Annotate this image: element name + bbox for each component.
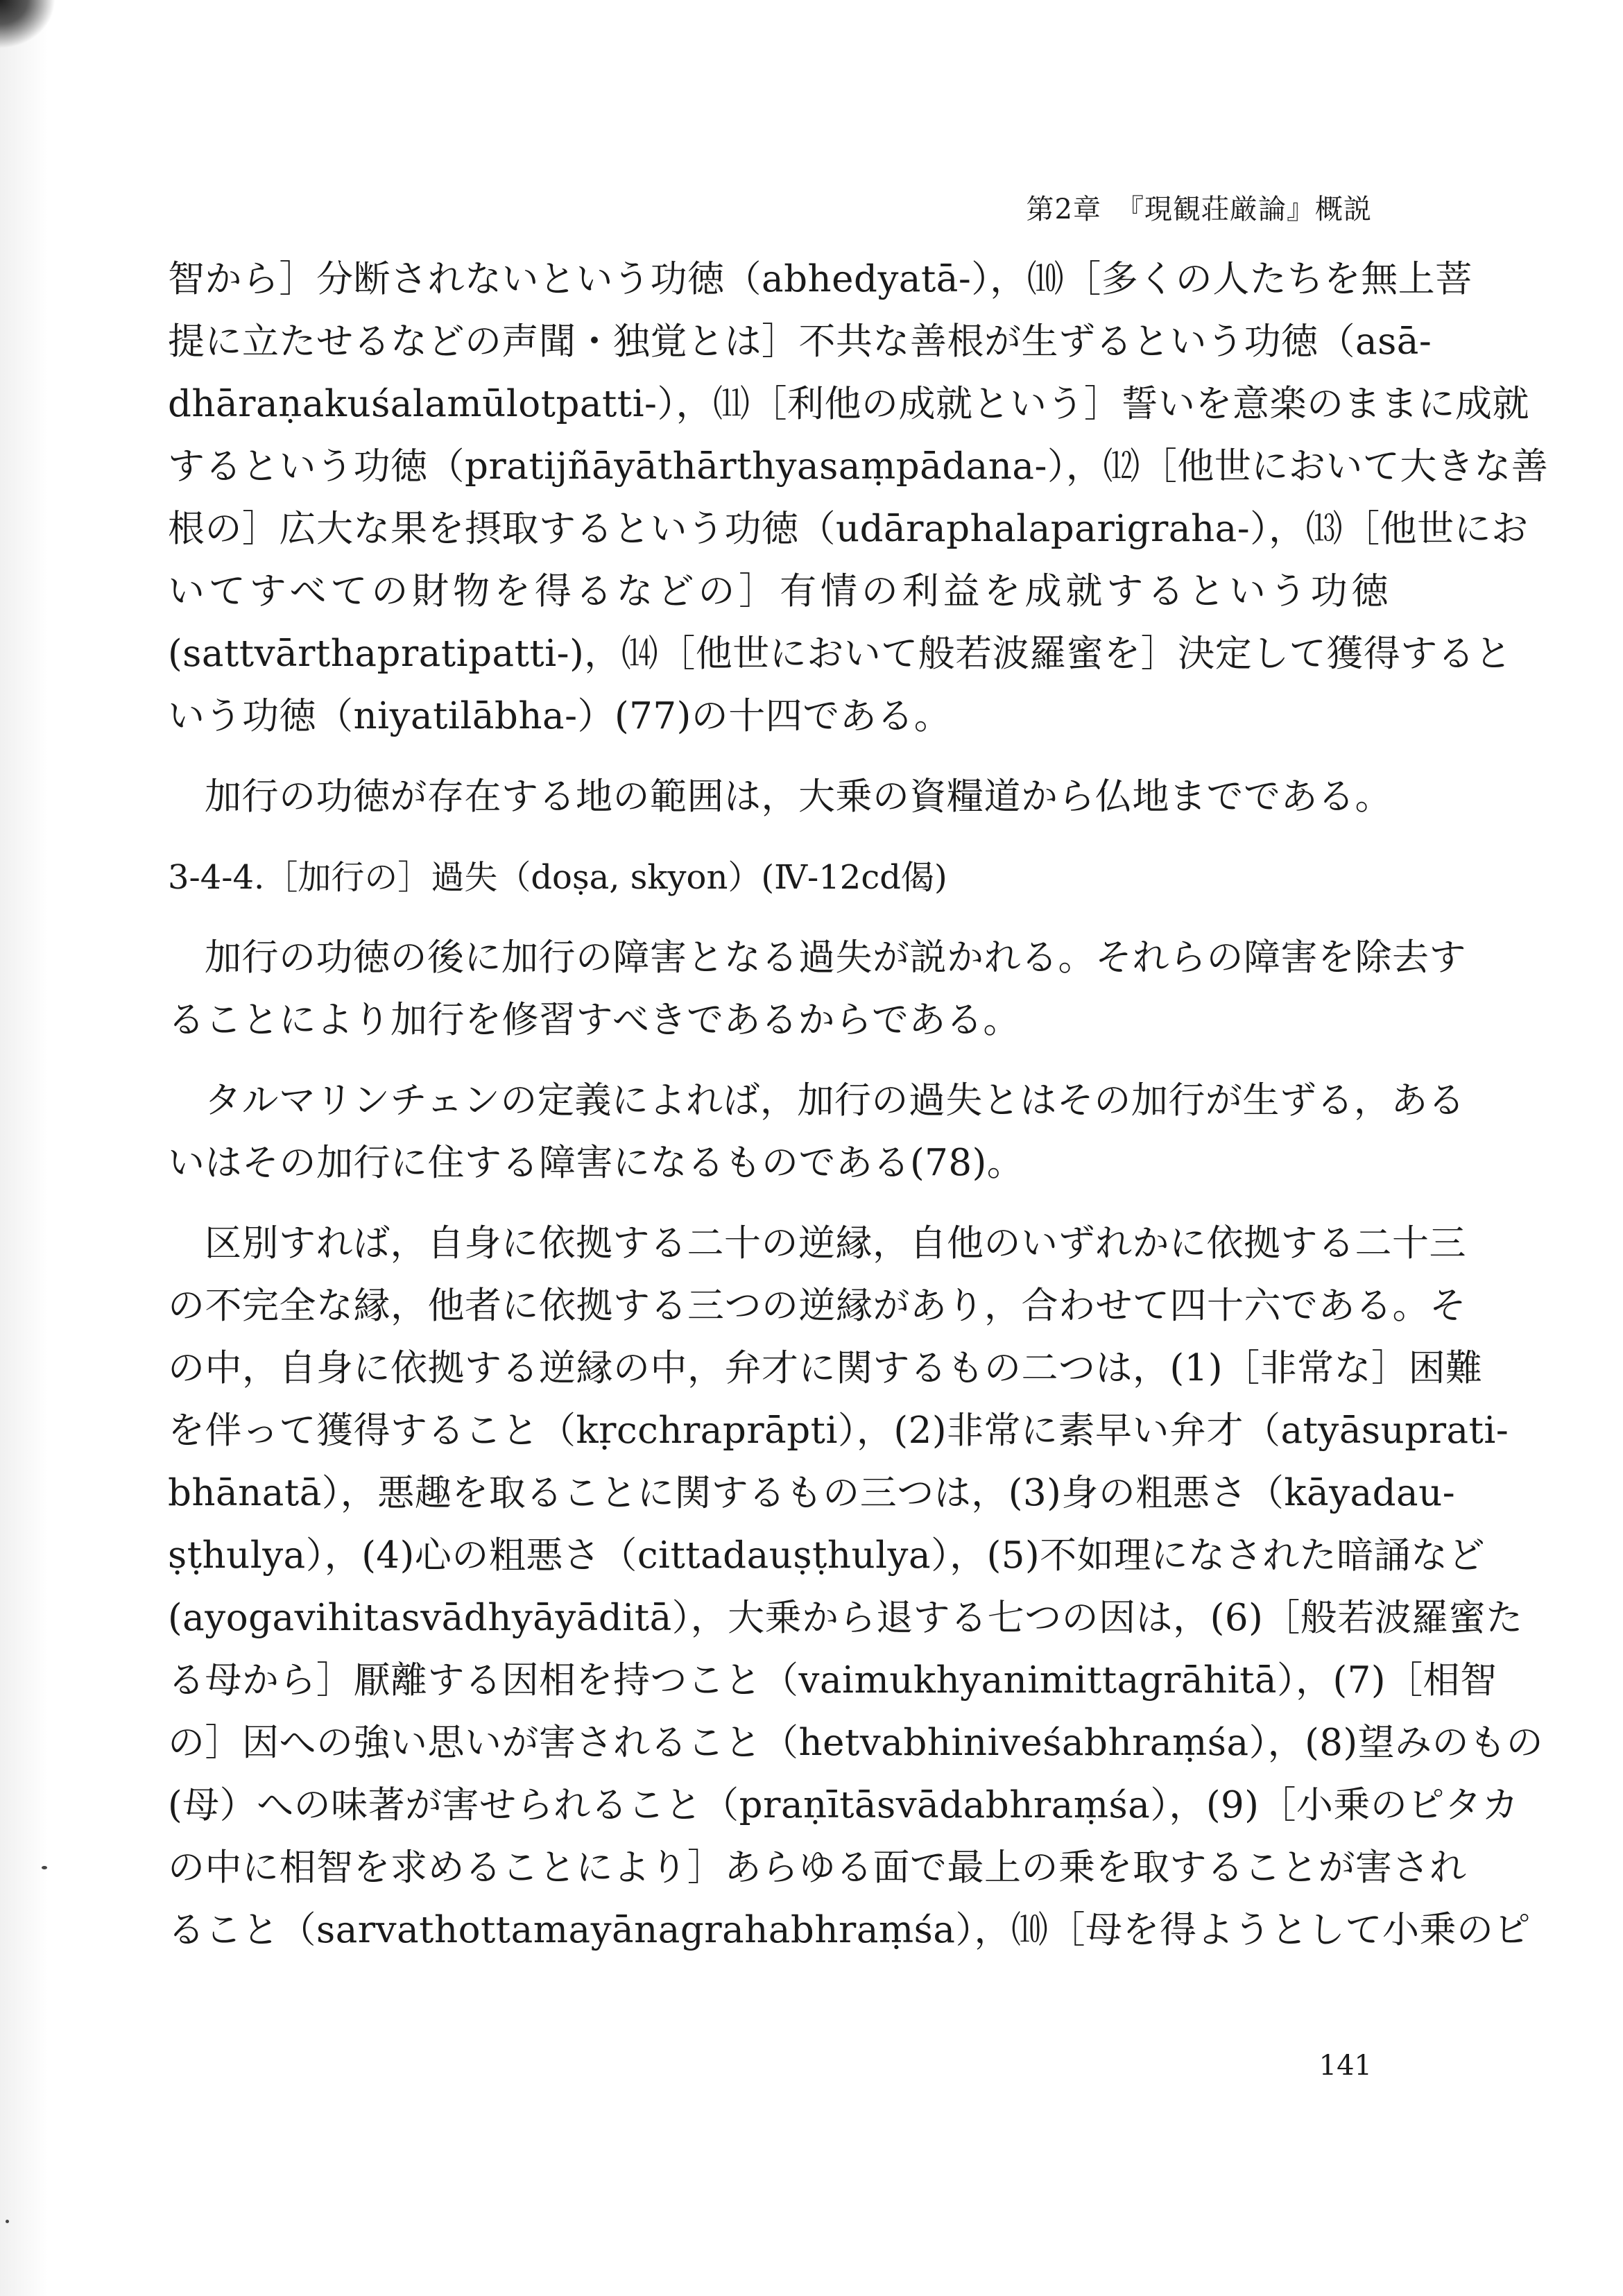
running-head: 第2章 『現観荘厳論』概説 [1026, 194, 1372, 225]
text-line: ること（sarvathottamayānagrahabhraṃśa），⑽［母を得ようとして小乗のピ [168, 1909, 1531, 1951]
text-line: タルマリンチェンの定義によれば，加行の過失とはその加行が生ずる，ある [205, 1079, 1466, 1122]
text-line: ることにより加行を修習すべきであるからである。 [168, 999, 1020, 1041]
text-line: 加行の功徳が存在する地の範囲は，大乗の資糧道から仏地までである。 [205, 776, 1392, 818]
scan-speck [42, 1866, 47, 1869]
scan-shadow [0, 0, 49, 2296]
text-line: いはその加行に住する障害になるものである(78)。 [168, 1142, 1024, 1184]
text-line: (ayogavihitasvādhyāyāditā），大乗から退する七つの因は，(6)［般若波羅蜜た [168, 1597, 1523, 1639]
text-line: ṣṭhulya），(4)心の粗悪さ（cittadauṣṭhulya），(5)不如理になされた暗誦など [168, 1534, 1486, 1577]
text-line: の］因への強い思いが害されること（hetvabhiniveśabhraṃśa），(8)望みのもの [168, 1722, 1544, 1764]
text-line: の中，自身に依拠する逆縁の中，弁才に関するもの二つは，(1)［非常な］困難 [168, 1347, 1483, 1389]
text-line: の不完全な縁，他者に依拠する三つの逆縁があり，合わせて四十六である。そ [168, 1285, 1467, 1327]
scan-speck [6, 2220, 9, 2223]
text-line: 智から］分断されないという功徳（abhedyatā-），⑽［多くの人たちを無上菩 [168, 258, 1472, 300]
text-line: bhānatā），悪趣を取ることに関するもの三つは，(3)身の粗悪さ（kāyadau- [168, 1472, 1456, 1514]
text-line: 提に立たせるなどの声聞・独覚とは］不共な善根が生ずるという功徳（asā- [168, 320, 1432, 363]
text-line: いてすべての財物を得るなどの］有情の利益を成就するという功徳 [168, 570, 1389, 612]
text-line: 根の］広大な果を摂取するという功徳（udāraphalaparigraha-），⒀［他世にお [168, 508, 1529, 550]
text-line: (sattvārthapratipatti-)，⒁［他世において般若波羅蜜を］決定して獲得すると [168, 633, 1512, 675]
text-line: を伴って獲得すること（kṛcchraprāpti），(2)非常に素早い弁才（atyāsuprati- [168, 1410, 1509, 1452]
text-line: る母から］厭離する因相を持つこと（vaimukhyanimittagrāhitā），(7)［相智 [168, 1659, 1497, 1702]
section-heading: 3-4-4.［加行の］過失（doṣa, skyon）(Ⅳ-12cd偈) [168, 858, 947, 897]
text-line: いう功徳（niyatilābha-）(77)の十四である。 [168, 695, 952, 737]
text-line: (母）への味著が害せられること（praṇītāsvādabhraṃśa），(9)［小乗のピタカ [168, 1784, 1519, 1826]
text-line: の中に相智を求めることにより］あらゆる面で最上の乗を取することが害され [168, 1847, 1467, 1889]
text-line: するという功徳（pratijñāyāthārthyasaṃpādana-），⑿［他世において大きな善 [168, 445, 1549, 488]
body-text [168, 248, 1549, 1962]
text-line: 加行の功徳の後に加行の障害となる過失が説かれる。それらの障害を除去す [205, 936, 1466, 979]
text-line: 区別すれば，自身に依拠する二十の逆縁，自他のいずれかに依拠する二十三 [205, 1222, 1466, 1265]
text-line: dhāraṇakuśalamūlotpatti-），⑾［利他の成就という］誓いを意楽のままに成就 [168, 383, 1529, 425]
scan-corner-mark [0, 0, 55, 49]
page-number: 141 [1319, 2050, 1372, 2082]
